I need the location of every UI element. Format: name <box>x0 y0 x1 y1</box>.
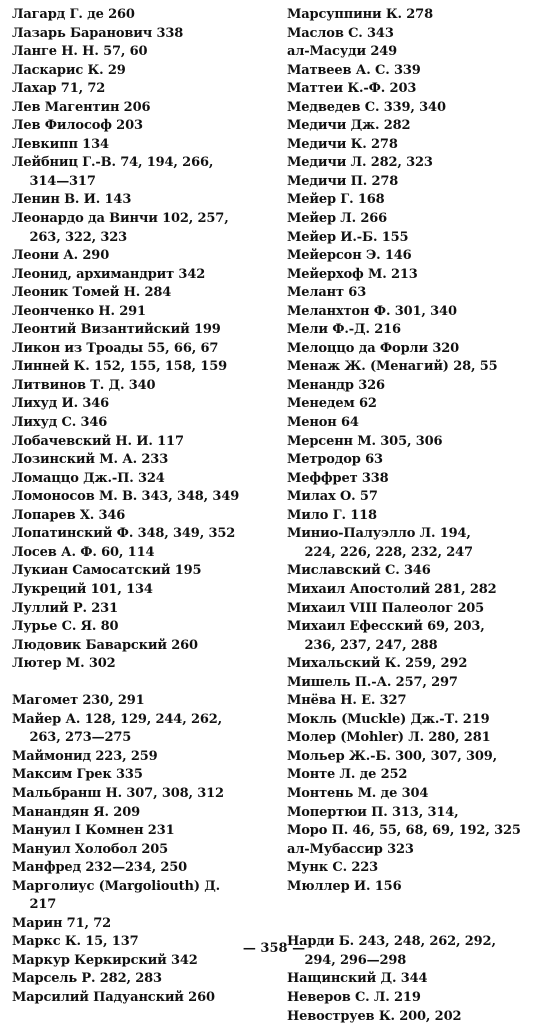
index-entry: Молер (Mohler) Л. 280, 281 <box>287 730 491 746</box>
index-entry: Медведев С. 339, 340 <box>287 99 446 115</box>
index-entry: Манандян Я. 209 <box>12 804 140 820</box>
index-entry: Марсель Р. 282, 283 <box>12 971 162 987</box>
index-gap <box>12 674 274 693</box>
index-entry: Мейерсон Э. 146 <box>287 248 412 264</box>
index-entry: Лопарев Х. 346 <box>12 507 126 523</box>
index-entry: Михаил Ефесский 69, 203, <box>287 619 485 635</box>
index-entry: Менандр 326 <box>287 377 385 393</box>
index-entry: Марсуппини К. 278 <box>287 7 433 22</box>
index-entry: ал-Мубассир 323 <box>287 841 414 857</box>
index-entry: Медичи Л. 282, 323 <box>287 155 433 171</box>
page-number: — 358 — <box>242 941 306 956</box>
index-entry: Майер А. 128, 129, 244, 262, <box>12 711 223 727</box>
index-entry: Манфред 232—234, 250 <box>12 860 188 876</box>
index-entry: Мунк С. 223 <box>287 860 379 876</box>
index-entry: Лейбниц Г.-В. 74, 194, 266, <box>12 155 214 171</box>
index-gap <box>287 915 543 934</box>
index-entry: Лозинский М. А. 233 <box>12 452 169 468</box>
index-entry: Ленин В. И. 143 <box>12 192 132 208</box>
index-entry: Матвеев А. С. 339 <box>287 62 421 78</box>
index-entry: Мокль (Muckle) Дж.-Т. 219 <box>287 711 490 727</box>
index-entry: Леоник Томей Н. 284 <box>12 285 172 301</box>
index-entry: Ликон из Троады 55, 66, 67 <box>12 340 219 356</box>
index-entry: Метродор 63 <box>287 452 383 468</box>
index-entry: Леонченко Н. 291 <box>12 303 146 319</box>
index-entry: Леони А. 290 <box>12 248 110 264</box>
index-entry: Максим Грек 335 <box>12 767 143 783</box>
index-entry: Меффрет 338 <box>287 470 389 486</box>
index-entry: Маттеи К.-Ф. 203 <box>287 81 417 97</box>
index-entry: Мануил I Комнен 231 <box>12 823 175 839</box>
index-entry: Лихуд С. 346 <box>12 415 108 431</box>
index-entry: Мерсенн М. 305, 306 <box>287 433 443 449</box>
index-entry: Линней К. 152, 155, 158, 159 <box>12 359 227 375</box>
index-entry: Маркур Керкирский 342 <box>12 952 198 968</box>
index-entry: Мишель П.-А. 257, 297 <box>287 674 458 690</box>
index-entry: Михаил Апостолий 281, 282 <box>287 581 497 597</box>
index-entry: Мопертюи П. 313, 314, <box>287 804 459 820</box>
index-entry: Мюллер И. 156 <box>287 878 402 894</box>
index-entry: Мануил Холобол 205 <box>12 841 169 857</box>
index-entry: Менон 64 <box>287 415 359 431</box>
index-entry: Менедем 62 <box>287 396 377 412</box>
index-entry: Маймонид 223, 259 <box>12 748 158 764</box>
index-entry: Маркс К. 15, 137 <box>12 934 139 950</box>
index-entry: Мнёва Н. Е. 327 <box>287 693 407 709</box>
index-entry: Ломоносов М. В. 343, 348, 349 <box>12 489 240 505</box>
index-entry: 294, 296—298 <box>287 952 407 968</box>
index-entry: Лютер М. 302 <box>12 656 116 672</box>
index-entry: 217 <box>12 897 57 913</box>
index-entry: Мольер Ж.-Б. 300, 307, 309, <box>287 748 498 764</box>
index-entry: Ласкарис К. 29 <box>12 62 126 78</box>
index-entry: ал-Масуди 249 <box>287 44 398 60</box>
index-entry: Мелант 63 <box>287 285 367 301</box>
index-entry: Меланхтон Ф. 301, 340 <box>287 303 457 319</box>
index-left-column <box>12 6 274 1008</box>
index-entry: Марголиус (Margoliouth) Д. <box>12 878 221 894</box>
index-entry: Лурье С. Я. 80 <box>12 619 119 635</box>
index-entry: 224, 226, 228, 232, 247 <box>287 544 473 560</box>
index-entry: Людовик Баварский 260 <box>12 637 198 653</box>
index-entry: Ланге Н. Н. 57, 60 <box>12 44 148 60</box>
index-entry: Медичи К. 278 <box>287 136 398 152</box>
index-entry: Лобачевский Н. И. 117 <box>12 433 184 449</box>
index-entry: Лукреций 101, 134 <box>12 581 153 597</box>
index-entry: Марин 71, 72 <box>12 915 112 931</box>
index-entry: Моро П. 46, 55, 68, 69, 192, 325 <box>287 823 521 839</box>
index-entry: Монтень М. де 304 <box>287 785 429 801</box>
index-entry: Марсилий Падуанский 260 <box>12 989 215 1005</box>
index-entry: 263, 273—275 <box>12 730 132 746</box>
index-entry: Мило Г. 118 <box>287 507 377 523</box>
index-entry: Мейер Г. 168 <box>287 192 385 208</box>
index-entry: Михальский К. 259, 292 <box>287 656 468 672</box>
index-entry: Мейерхоф М. 213 <box>287 266 418 282</box>
index-entry: Лев Магентин 206 <box>12 99 151 115</box>
index-entry: Лопатинский Ф. 348, 349, 352 <box>12 526 236 542</box>
index-entry: Неверов С. Л. 219 <box>287 989 421 1005</box>
index-entry: Милах О. 57 <box>287 489 378 505</box>
index-entry: Мейер Л. 266 <box>287 211 388 227</box>
index-entry: Медичи П. 278 <box>287 173 399 189</box>
index-gap <box>287 896 543 915</box>
index-entry: Монте Л. де 252 <box>287 767 408 783</box>
index-entry: Леонардо да Винчи 102, 257, <box>12 211 229 227</box>
index-entry: Лахар 71, 72 <box>12 81 106 97</box>
index-entry: Лихуд И. 346 <box>12 396 110 412</box>
index-entry: Лев Философ 203 <box>12 118 143 134</box>
index-entry: Лазарь Баранович 338 <box>12 25 184 41</box>
index-entry: Ломаццо Дж.-П. 324 <box>12 470 165 486</box>
index-entry: Невоструев К. 200, 202 <box>287 1008 462 1024</box>
index-entry: Левкипп 134 <box>12 136 109 152</box>
index-entry: Маслов С. 343 <box>287 25 394 41</box>
index-entry: Леонтий Византийский 199 <box>12 322 221 338</box>
index-entry: Мелоццо да Форли 320 <box>287 340 460 356</box>
index-entry: Мели Ф.-Д. 216 <box>287 322 401 338</box>
index-entry: Лукиан Самосатский 195 <box>12 563 202 579</box>
index-entry: Литвинов Т. Д. 340 <box>12 377 156 393</box>
index-entry: Мейер И.-Б. 155 <box>287 229 409 245</box>
index-entry: Леонид, архимандрит 342 <box>12 266 206 282</box>
index-right-column <box>287 6 543 1026</box>
index-entry: Нарди Б. 243, 248, 262, 292, <box>287 934 496 950</box>
index-entry: Лосев А. Ф. 60, 114 <box>12 544 155 560</box>
index-entry: Михаил VIII Палеолог 205 <box>287 600 485 616</box>
index-entry: Нащинский Д. 344 <box>287 971 428 987</box>
index-entry: 236, 237, 247, 288 <box>287 637 438 653</box>
index-entry: Луллий Р. 231 <box>12 600 118 616</box>
index-entry: Минио-Палуэлло Л. 194, <box>287 526 471 542</box>
index-entry: Миславский С. 346 <box>287 563 431 579</box>
index-entry: Магомет 230, 291 <box>12 693 145 709</box>
index-entry: Медичи Дж. 282 <box>287 118 411 134</box>
index-entry: Мальбранш Н. 307, 308, 312 <box>12 785 224 801</box>
index-entry: 314—317 <box>12 173 96 189</box>
index-entry: Лагард Г. де 260 <box>12 7 135 22</box>
index-entry: 263, 322, 323 <box>12 229 128 245</box>
index-entry: Менаж Ж. (Менагий) 28, 55 <box>287 359 498 375</box>
